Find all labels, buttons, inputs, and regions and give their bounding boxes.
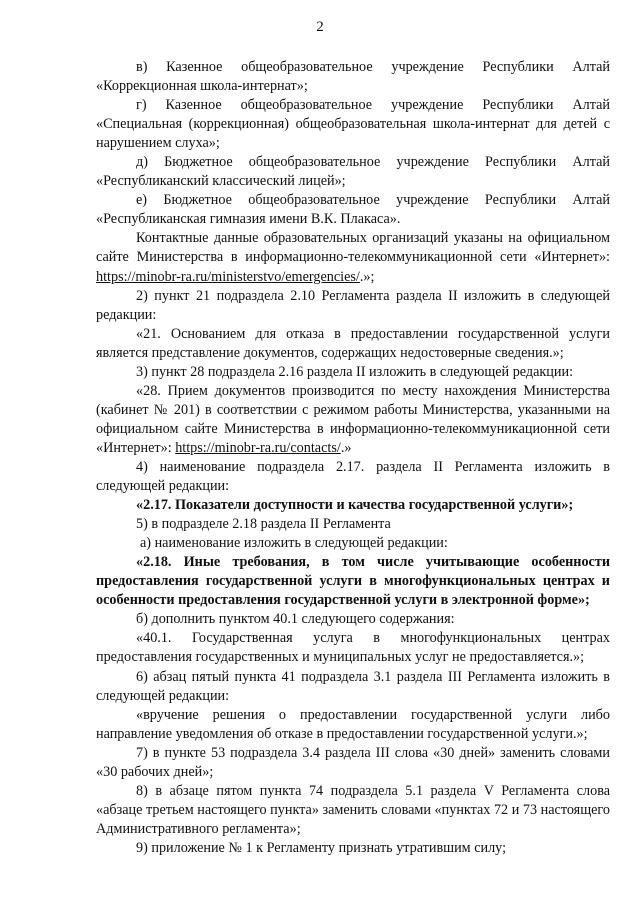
paragraph-item-v: в) Казенное общеобразовательное учреждение Республики Алтай «Коррекционная школа-интернат»; (96, 59, 610, 95)
paragraph-contacts-end: .»; (359, 268, 375, 285)
paragraph-quote-40-1: «40.1. Государственная услуга в многофункциональных центрах предоставления государственных и муниципальных услуг не предоставляется.»; (96, 630, 610, 666)
paragraph-quote-vruchenie: «вручение решения о предоставлении государственной услуги либо направление уведомления об отказе в предоставлении государственной услуги.»; (96, 706, 610, 742)
paragraph-contacts (96, 229, 610, 286)
paragraph-item-5b: б) дополнить пунктом 40.1 следующего содержания: (136, 611, 455, 628)
paragraph-item-5: 5) в подразделе 2.18 раздела II Регламента (136, 516, 391, 533)
paragraph-item-2: 2) пункт 21 подраздела 2.10 Регламента раздела II изложить в следующей редакции: (96, 287, 610, 323)
paragraph-contacts-text: Контактные данные образовательных организаций указаны на официальном сайте Министерства в информационно-телекоммуникационной сети «Интернет»: (96, 230, 610, 266)
paragraph-quote-28 (96, 382, 610, 458)
heading-2-18: «2.18. Иные требования, в том числе учитывающие особенности предоставления государственной услуги в многофункциональных центрах и особенности предоставления государственной услуги в электронной форме»; (96, 554, 610, 609)
paragraph-item-e: е) Бюджетное общеобразовательное учреждение Республики Алтай «Республиканская гимназия имени В.К. Плакаса». (96, 192, 610, 228)
paragraph-quote-21: «21. Основанием для отказа в предоставлении государственной услуги является представление документов, содержащих недостоверные сведения.»; (96, 325, 610, 361)
paragraph-item-9: 9) приложение № 1 к Регламенту признать утратившим силу; (136, 839, 507, 856)
paragraph-item-d: д) Бюджетное общеобразовательное учреждение Республики Алтай «Республиканский классический лицей»; (96, 154, 610, 190)
paragraph-quote-28-end: .» (340, 439, 352, 456)
paragraph-quote-28-text: «28. Прием документов производится по месту нахождения Министерства (кабинет № 201) в соответствии с режимом работы Министерства, указанными на официальном сайте Министерства в информационно-телекоммуникационной сети «Интернет»: (96, 382, 610, 456)
paragraph-item-8: 8) в абзаце пятом пункта 74 подраздела 5.1 раздела V Регламента слова «абзаце третьем настоящего пункта» заменить словами «пунктах 72 и 73 настоящего Административного регламента»; (96, 782, 610, 837)
paragraph-item-7: 7) в пункте 53 подраздела 3.4 раздела III слова «30 дней» заменить словами «30 рабочих дней»; (96, 744, 610, 780)
paragraph-item-3: 3) пункт 28 подраздела 2.16 раздела II изложить в следующей редакции: (136, 363, 574, 380)
heading-2-17: «2.17. Показатели доступности и качества государственной услуги»; (136, 497, 574, 514)
paragraph-item-g: г) Казенное общеобразовательное учреждение Республики Алтай «Специальная (коррекционная) общеобразовательная школа-интернат для детей с нарушением слуха»; (96, 97, 610, 152)
paragraph-item-6: 6) абзац пятый пункта 41 подраздела 3.1 раздела III Регламента изложить в следующей редакции: (96, 668, 610, 704)
document-body (96, 58, 610, 858)
page-number: 2 (316, 19, 324, 35)
paragraph-item-5a: а) наименование изложить в следующей редакции: (140, 535, 448, 552)
paragraph-item-4: 4) наименование подраздела 2.17. раздела II Регламента изложить в следующей редакции: (96, 458, 610, 495)
link-emergencies[interactable]: https://minobr-ra.ru/ministerstvo/emergencies/ (96, 268, 360, 285)
link-contacts[interactable]: https://minobr-ra.ru/contacts/ (175, 439, 341, 456)
